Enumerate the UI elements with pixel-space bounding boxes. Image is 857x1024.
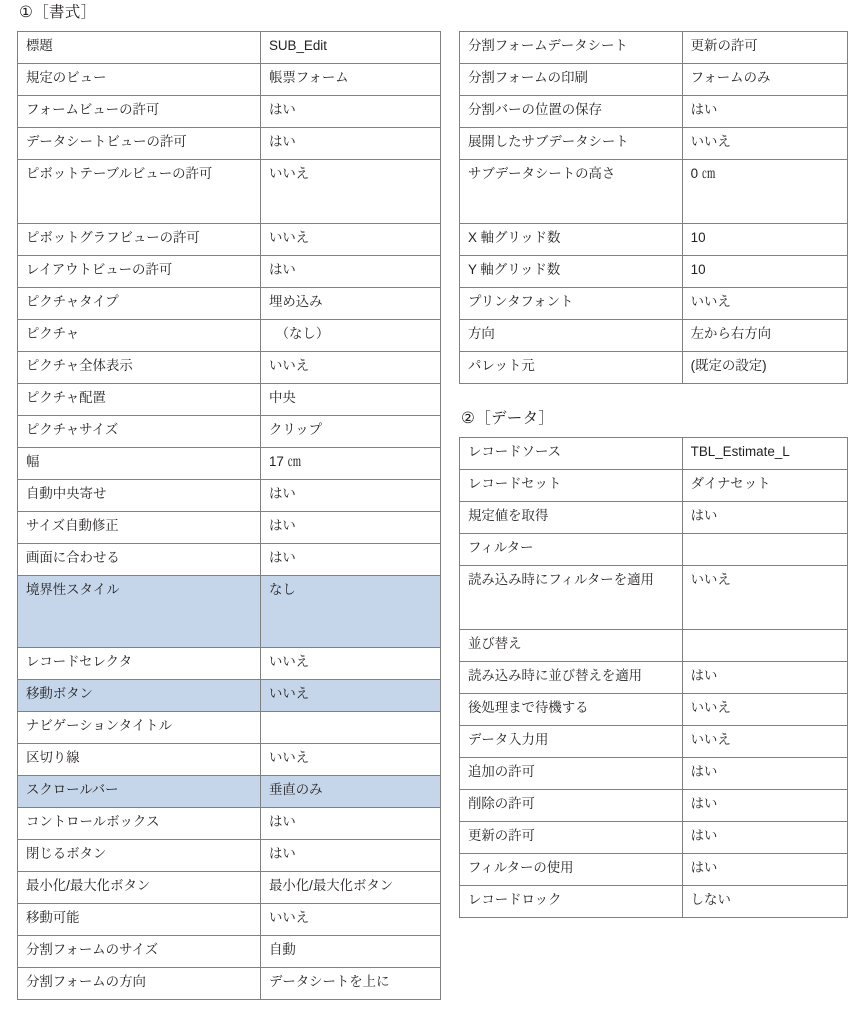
table-row <box>18 384 441 416</box>
table-row <box>460 288 848 320</box>
property-name-cell <box>460 534 683 566</box>
section-heading-data: ②［データ］ <box>461 410 555 427</box>
property-value-cell <box>682 822 847 854</box>
property-value-cell <box>260 904 440 936</box>
property-name-cell <box>460 662 683 694</box>
property-name-text: 自動中央寄せ <box>26 486 107 501</box>
table-row <box>18 808 441 840</box>
table-row <box>460 854 848 886</box>
property-value-text: いいえ <box>690 572 731 587</box>
table-row <box>18 224 441 256</box>
table-row <box>18 160 441 224</box>
property-name-text: 移動可能 <box>26 910 80 925</box>
property-value-text: はい <box>690 668 718 683</box>
property-name-cell <box>18 936 261 968</box>
table-row <box>460 566 848 630</box>
property-value-text: はい <box>268 262 296 277</box>
property-value-cell <box>260 936 440 968</box>
table-row <box>460 352 848 384</box>
property-value-cell <box>682 726 847 758</box>
property-value-cell <box>682 438 847 470</box>
property-name-text: 追加の許可 <box>468 764 535 779</box>
property-name-cell <box>460 438 683 470</box>
property-name-text: Y 軸グリッド数 <box>468 262 561 277</box>
table-row <box>18 64 441 96</box>
property-value-cell <box>260 32 440 64</box>
property-name-text: データ入力用 <box>468 732 549 747</box>
property-name-text: スクロールバー <box>26 782 119 797</box>
table-row <box>460 320 848 352</box>
property-name-text: フォームビューの許可 <box>26 102 160 117</box>
property-name-cell <box>18 712 261 744</box>
table-row <box>460 470 848 502</box>
property-value-text: 埋め込み <box>268 294 323 309</box>
property-value-text: はい <box>268 814 296 829</box>
property-value-text: いいえ <box>690 700 731 715</box>
property-value-cell <box>260 968 440 1000</box>
property-name-text: 区切り線 <box>26 750 80 765</box>
property-value-cell <box>260 872 440 904</box>
property-value-cell <box>682 758 847 790</box>
data-properties-table <box>459 437 848 918</box>
property-value-text: いいえ <box>268 230 310 245</box>
property-value-cell <box>682 886 847 918</box>
table-row <box>460 96 848 128</box>
property-name-cell <box>460 854 683 886</box>
section-heading-format: ①［書式］ <box>19 4 97 21</box>
property-value-text: 自動 <box>268 942 296 957</box>
property-name-text: レコードロック <box>468 892 562 907</box>
property-value-text: データシートを上に <box>268 974 390 989</box>
property-name-text: コントロールボックス <box>26 814 160 829</box>
property-value-text: はい <box>690 102 718 117</box>
property-value-cell <box>260 64 440 96</box>
property-value-text: はい <box>268 550 296 565</box>
property-name-text: ピクチャ全体表示 <box>26 358 133 373</box>
property-name-cell <box>18 576 261 648</box>
property-name-text: サブデータシートの高さ <box>468 166 616 181</box>
property-value-cell <box>682 64 847 96</box>
table-row <box>18 128 441 160</box>
property-name-cell <box>18 320 261 352</box>
property-value-text: なし <box>268 582 296 597</box>
property-value-cell <box>682 224 847 256</box>
property-name-text: ピボットグラフビューの許可 <box>26 230 200 245</box>
property-name-text: 幅 <box>26 454 40 469</box>
property-value-text: はい <box>268 846 296 861</box>
property-name-text: レコードセレクタ <box>26 654 133 669</box>
property-name-text: 方向 <box>468 326 495 341</box>
property-value-cell <box>260 448 440 480</box>
property-name-text: X 軸グリッド数 <box>468 230 561 245</box>
table-row <box>460 630 848 662</box>
property-value-text: いいえ <box>268 750 310 765</box>
property-value-cell <box>260 512 440 544</box>
table-row <box>460 256 848 288</box>
table-row <box>18 840 441 872</box>
property-name-cell <box>18 160 261 224</box>
property-value-cell <box>260 128 440 160</box>
table-body <box>18 32 441 1000</box>
table-row <box>460 160 848 224</box>
property-value-cell <box>682 160 847 224</box>
property-value-cell <box>682 96 847 128</box>
property-name-cell <box>18 352 261 384</box>
table-row <box>460 790 848 822</box>
property-value-text: 最小化/最大化ボタン <box>268 878 394 893</box>
property-value-text: いいえ <box>268 910 310 925</box>
right-column <box>459 2 848 918</box>
table-row <box>18 872 441 904</box>
property-name-text: 規定値を取得 <box>468 508 549 523</box>
property-name-cell <box>460 630 683 662</box>
property-name-cell <box>460 822 683 854</box>
property-value-text: 0 ㎝ <box>690 166 716 181</box>
property-name-cell <box>18 384 261 416</box>
property-name-cell <box>460 566 683 630</box>
table-row <box>18 680 441 712</box>
property-name-cell <box>460 320 683 352</box>
table-row <box>18 712 441 744</box>
property-name-cell <box>18 416 261 448</box>
property-value-cell <box>260 384 440 416</box>
property-name-text: 分割フォームの印刷 <box>468 70 588 85</box>
property-name-cell <box>18 128 261 160</box>
property-name-cell <box>460 256 683 288</box>
table-row <box>460 694 848 726</box>
table-row <box>460 128 848 160</box>
property-name-text: 分割バーの位置の保存 <box>468 102 602 117</box>
property-name-cell <box>460 32 683 64</box>
property-name-text: レイアウトビューの許可 <box>26 262 173 277</box>
property-name-cell <box>18 480 261 512</box>
property-name-text: 削除の許可 <box>468 796 535 811</box>
property-value-text: はい <box>268 486 296 501</box>
property-name-cell <box>18 744 261 776</box>
property-name-text: 展開したサブデータシート <box>468 134 629 149</box>
property-name-text: レコードセット <box>468 476 562 491</box>
property-name-cell <box>460 224 683 256</box>
property-value-cell <box>260 808 440 840</box>
property-name-text: プリンタフォント <box>468 294 574 309</box>
table-row <box>18 96 441 128</box>
property-value-cell <box>682 256 847 288</box>
property-name-cell <box>460 288 683 320</box>
property-name-text: サイズ自動修正 <box>26 518 119 533</box>
table-row <box>460 726 848 758</box>
property-value-text: （なし） <box>268 326 330 341</box>
table-row <box>18 448 441 480</box>
property-name-cell <box>460 694 683 726</box>
property-name-cell <box>18 840 261 872</box>
property-name-text: ナビゲーションタイトル <box>26 718 172 733</box>
property-name-cell <box>18 512 261 544</box>
property-value-text: TBL_Estimate_L <box>690 444 790 459</box>
property-name-text: ピクチャ配置 <box>26 390 106 405</box>
table-row <box>460 64 848 96</box>
property-name-text: 後処理まで待機する <box>468 700 589 715</box>
table-body <box>460 32 848 384</box>
property-name-cell <box>460 96 683 128</box>
property-name-text: 分割フォームデータシート <box>468 38 628 53</box>
property-name-cell <box>18 96 261 128</box>
property-value-text: はい <box>268 134 296 149</box>
property-name-text: ピクチャタイプ <box>26 294 119 309</box>
property-value-text: (既定の設定) <box>690 358 767 373</box>
property-value-cell <box>260 416 440 448</box>
table-row <box>460 224 848 256</box>
property-value-text: 左から右方向 <box>690 326 772 341</box>
property-value-cell <box>682 288 847 320</box>
property-name-cell <box>18 544 261 576</box>
table-row <box>18 288 441 320</box>
property-name-text: パレット元 <box>468 358 535 373</box>
property-value-cell <box>260 544 440 576</box>
property-value-cell <box>260 576 440 648</box>
property-value-text: クリップ <box>268 422 322 437</box>
property-value-text: 垂直のみ <box>268 782 323 797</box>
table-row <box>18 576 441 648</box>
table-row <box>18 32 441 64</box>
table-row <box>18 904 441 936</box>
property-value-text: ダイナセット <box>690 476 771 491</box>
format-properties-table <box>17 31 441 1000</box>
property-value-cell <box>682 352 847 384</box>
table-body <box>460 438 848 918</box>
property-name-text: 分割フォームの方向 <box>26 974 146 989</box>
property-name-cell <box>460 502 683 534</box>
table-row <box>460 438 848 470</box>
table-row <box>460 662 848 694</box>
property-value-text: 更新の許可 <box>690 38 758 53</box>
property-value-text: はい <box>690 508 718 523</box>
property-value-cell <box>260 352 440 384</box>
property-value-cell <box>260 712 440 744</box>
property-value-cell <box>260 648 440 680</box>
property-value-text: はい <box>690 764 718 779</box>
property-value-cell <box>682 534 847 566</box>
property-name-text: レコードソース <box>468 444 562 459</box>
property-value-cell <box>682 790 847 822</box>
property-name-text: ピクチャ <box>26 326 80 341</box>
property-name-text: 移動ボタン <box>26 686 93 701</box>
property-value-text: いいえ <box>268 686 310 701</box>
property-name-cell <box>18 256 261 288</box>
property-name-cell <box>460 886 683 918</box>
property-name-cell <box>460 758 683 790</box>
property-name-text: 画面に合わせる <box>26 550 120 565</box>
property-name-text: データシートビューの許可 <box>26 134 187 149</box>
property-name-cell <box>18 808 261 840</box>
property-value-text: 中央 <box>268 390 296 405</box>
property-name-text: 境界性スタイル <box>26 582 120 597</box>
property-name-cell <box>18 448 261 480</box>
table-row <box>18 968 441 1000</box>
property-name-text: 規定のビュー <box>26 70 107 85</box>
property-value-cell <box>260 680 440 712</box>
property-value-text: しない <box>690 892 731 907</box>
property-value-cell <box>260 776 440 808</box>
table-row <box>18 936 441 968</box>
table-row <box>18 416 441 448</box>
property-name-cell <box>18 224 261 256</box>
property-value-cell <box>682 502 847 534</box>
property-value-text: はい <box>690 828 718 843</box>
property-value-cell <box>260 744 440 776</box>
property-name-text: 更新の許可 <box>468 828 535 843</box>
property-value-text: 帳票フォーム <box>268 70 349 85</box>
table-row <box>18 776 441 808</box>
property-value-cell <box>682 694 847 726</box>
property-value-cell <box>260 840 440 872</box>
property-value-cell <box>682 566 847 630</box>
property-value-text: フォームのみ <box>690 70 771 85</box>
property-name-cell <box>18 648 261 680</box>
table-row <box>18 744 441 776</box>
property-name-text: 読み込み時にフィルターを適用 <box>468 572 654 587</box>
property-value-cell <box>260 256 440 288</box>
property-value-text: 17 ㎝ <box>268 454 301 469</box>
property-name-text: 標題 <box>26 38 53 53</box>
property-value-cell <box>260 480 440 512</box>
property-value-cell <box>260 96 440 128</box>
property-value-text: いいえ <box>690 134 731 149</box>
property-value-text: SUB_Edit <box>268 38 328 53</box>
table-row <box>18 512 441 544</box>
property-name-cell <box>18 680 261 712</box>
property-name-cell <box>460 726 683 758</box>
property-value-text: いいえ <box>268 654 310 669</box>
property-name-text: フィルターの使用 <box>468 860 574 875</box>
property-value-cell <box>260 320 440 352</box>
property-name-cell <box>18 32 261 64</box>
table-row <box>18 480 441 512</box>
property-name-text: ピクチャサイズ <box>26 422 119 437</box>
table-row <box>460 822 848 854</box>
property-value-cell <box>260 160 440 224</box>
table-row <box>18 256 441 288</box>
property-name-text: ピボットテーブルビューの許可 <box>26 166 213 181</box>
property-name-cell <box>18 968 261 1000</box>
left-column <box>17 2 441 1000</box>
property-name-text: フィルター <box>468 540 534 555</box>
property-value-cell <box>682 854 847 886</box>
table-row <box>18 352 441 384</box>
format-properties-table-continued <box>459 31 848 384</box>
table-row <box>18 544 441 576</box>
table-row <box>460 534 848 566</box>
table-row <box>460 758 848 790</box>
property-name-cell <box>18 64 261 96</box>
property-value-text: 10 <box>690 230 706 245</box>
property-value-cell <box>682 320 847 352</box>
property-value-text: いいえ <box>690 294 731 309</box>
property-value-cell <box>682 662 847 694</box>
property-name-cell <box>460 64 683 96</box>
property-value-text: はい <box>268 518 296 533</box>
property-name-text: 読み込み時に並び替えを適用 <box>468 668 643 683</box>
property-name-text: 最小化/最大化ボタン <box>26 878 151 893</box>
table-row <box>460 32 848 64</box>
property-name-cell <box>460 790 683 822</box>
property-value-cell <box>260 288 440 320</box>
property-value-cell <box>682 630 847 662</box>
property-name-cell <box>460 160 683 224</box>
table-row <box>18 648 441 680</box>
property-value-cell <box>260 224 440 256</box>
property-value-cell <box>682 470 847 502</box>
table-row <box>18 320 441 352</box>
property-name-cell <box>460 470 683 502</box>
property-value-text: はい <box>690 796 718 811</box>
table-row <box>460 886 848 918</box>
format-continued-spacer <box>461 2 848 24</box>
property-name-cell <box>18 872 261 904</box>
property-value-text: はい <box>268 102 296 117</box>
property-value-text: いいえ <box>268 166 310 181</box>
property-value-text: いいえ <box>268 358 310 373</box>
property-name-cell <box>18 904 261 936</box>
property-name-cell <box>460 352 683 384</box>
property-value-cell <box>682 32 847 64</box>
property-name-text: 閉じるボタン <box>26 846 107 861</box>
property-value-text: 10 <box>690 262 706 277</box>
property-value-text: いいえ <box>690 732 731 747</box>
property-name-text: 並び替え <box>468 636 522 651</box>
property-value-text: はい <box>690 860 718 875</box>
property-value-cell <box>682 128 847 160</box>
property-name-cell <box>18 776 261 808</box>
property-name-cell <box>460 128 683 160</box>
table-row <box>460 502 848 534</box>
property-name-cell <box>18 288 261 320</box>
property-name-text: 分割フォームのサイズ <box>26 942 159 957</box>
